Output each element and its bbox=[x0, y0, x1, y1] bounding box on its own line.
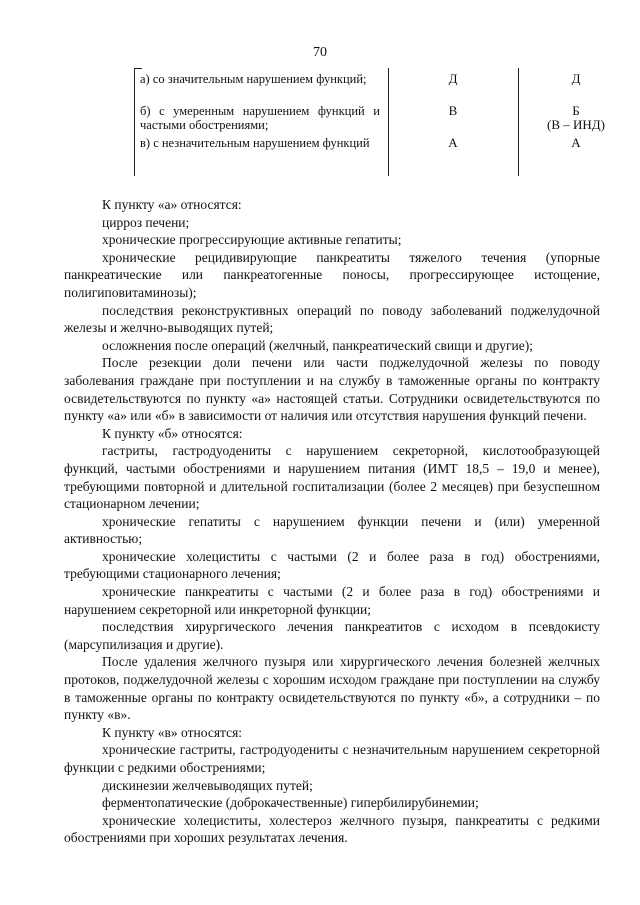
list-item: хронические панкреатиты с частыми (2 и более раза в год) обострениями и нарушением секреторной или инкреторной функции; bbox=[64, 584, 600, 617]
list-item: хронические холециститы с частыми (2 и более раза в год) обострениями, требующими стационарного лечения; bbox=[64, 548, 600, 582]
section-heading-v: К пункту «в» относятся: bbox=[102, 724, 243, 740]
category-value: Б bbox=[572, 103, 580, 118]
list-item: хронические холециститы, холестероз желчного пузыря, панкреатиты с редкими обострениями при хороших результатах лечения. bbox=[64, 812, 600, 846]
paragraph: После удаления желчного пузыря или хирургического лечения болезней желчных протоков, поджелудочной железы с хорошим исходом граждане при поступлении на службу в таможенные органы по контракту освидетельствуются по пункту «б», а сотрудники – по пункту «в». bbox=[64, 654, 600, 723]
list-item: осложнения после операций (желчный, панкреатический свищи и другие); bbox=[102, 337, 533, 353]
list-item: хронические гепатиты с нарушением функции печени и (или) умеренной активностью; bbox=[64, 513, 600, 547]
table-cell-category-1: А bbox=[448, 135, 458, 150]
table-cell-condition: б) с умеренным нарушением функций и частыми обострениями; bbox=[140, 104, 380, 132]
section-heading-a: К пункту «а» относятся: bbox=[102, 197, 242, 212]
paragraph: После резекции доли печени или части поджелудочной железы по поводу заболевания граждане при поступлении и на службу в таможенные органы по контракту освидетельствуются по пункту «а» настоящей статьи. Сотрудники освидетельствуются по пункту «а» или «б» в зависимости от наличия или отсутствия нарушения функций печени. bbox=[64, 355, 600, 424]
list-item: гастриты, гастродуодениты с нарушением секреторной, кислотообразующей функций, частыми обострениями и нарушением питания (ИМТ 18,5 – 19,0 и менее), требующими повторной и длительной госпитализации (более 2 месяцев) при безуспешном стационарном лечении; bbox=[64, 443, 600, 512]
table-cell-category-2: Д bbox=[571, 71, 581, 86]
table-cell-category-2: А bbox=[571, 135, 581, 150]
section-heading-b: К пункту «б» относятся: bbox=[102, 425, 243, 441]
table-cell-category-2 bbox=[518, 104, 634, 132]
page-number: 70 bbox=[313, 45, 327, 60]
table-border-top-tick bbox=[134, 68, 142, 69]
list-item: последствия хирургического лечения панкреатитов с исходом в псевдокисту (марсупилизация и другие). bbox=[64, 619, 600, 652]
list-item: хронические прогрессирующие активные гепатиты; bbox=[102, 232, 402, 248]
document-body bbox=[64, 196, 600, 847]
list-item: цирроз печени; bbox=[102, 214, 190, 230]
category-table bbox=[134, 68, 634, 176]
table-cell-condition: в) с незначительным нарушением функций bbox=[140, 136, 370, 150]
list-item: ферментопатические (доброкачественные) гипербилирубинемии; bbox=[102, 795, 479, 811]
category-note: (В – ИНД) bbox=[547, 117, 605, 132]
table-cell-category-1: В bbox=[448, 103, 458, 118]
list-item: хронические гастриты, гастродуодениты с незначительным нарушением секреторной функции с редкими обострениями; bbox=[64, 742, 600, 775]
list-item: последствия реконструктивных операций по поводу заболеваний поджелудочной железы и желчно-выводящих путей; bbox=[64, 302, 600, 336]
list-item: дискинезии желчевыводящих путей; bbox=[102, 777, 313, 793]
table-border-left bbox=[134, 68, 135, 176]
table-cell-condition: а) со значительным нарушением функций; bbox=[140, 72, 367, 86]
table-cell-category-1: Д bbox=[448, 71, 458, 86]
list-item: хронические рецидивирующие панкреатиты тяжелого течения (упорные панкреатические или панкреатогенные поносы, прогрессирующее истощение, полигиповитаминозы); bbox=[64, 249, 600, 300]
